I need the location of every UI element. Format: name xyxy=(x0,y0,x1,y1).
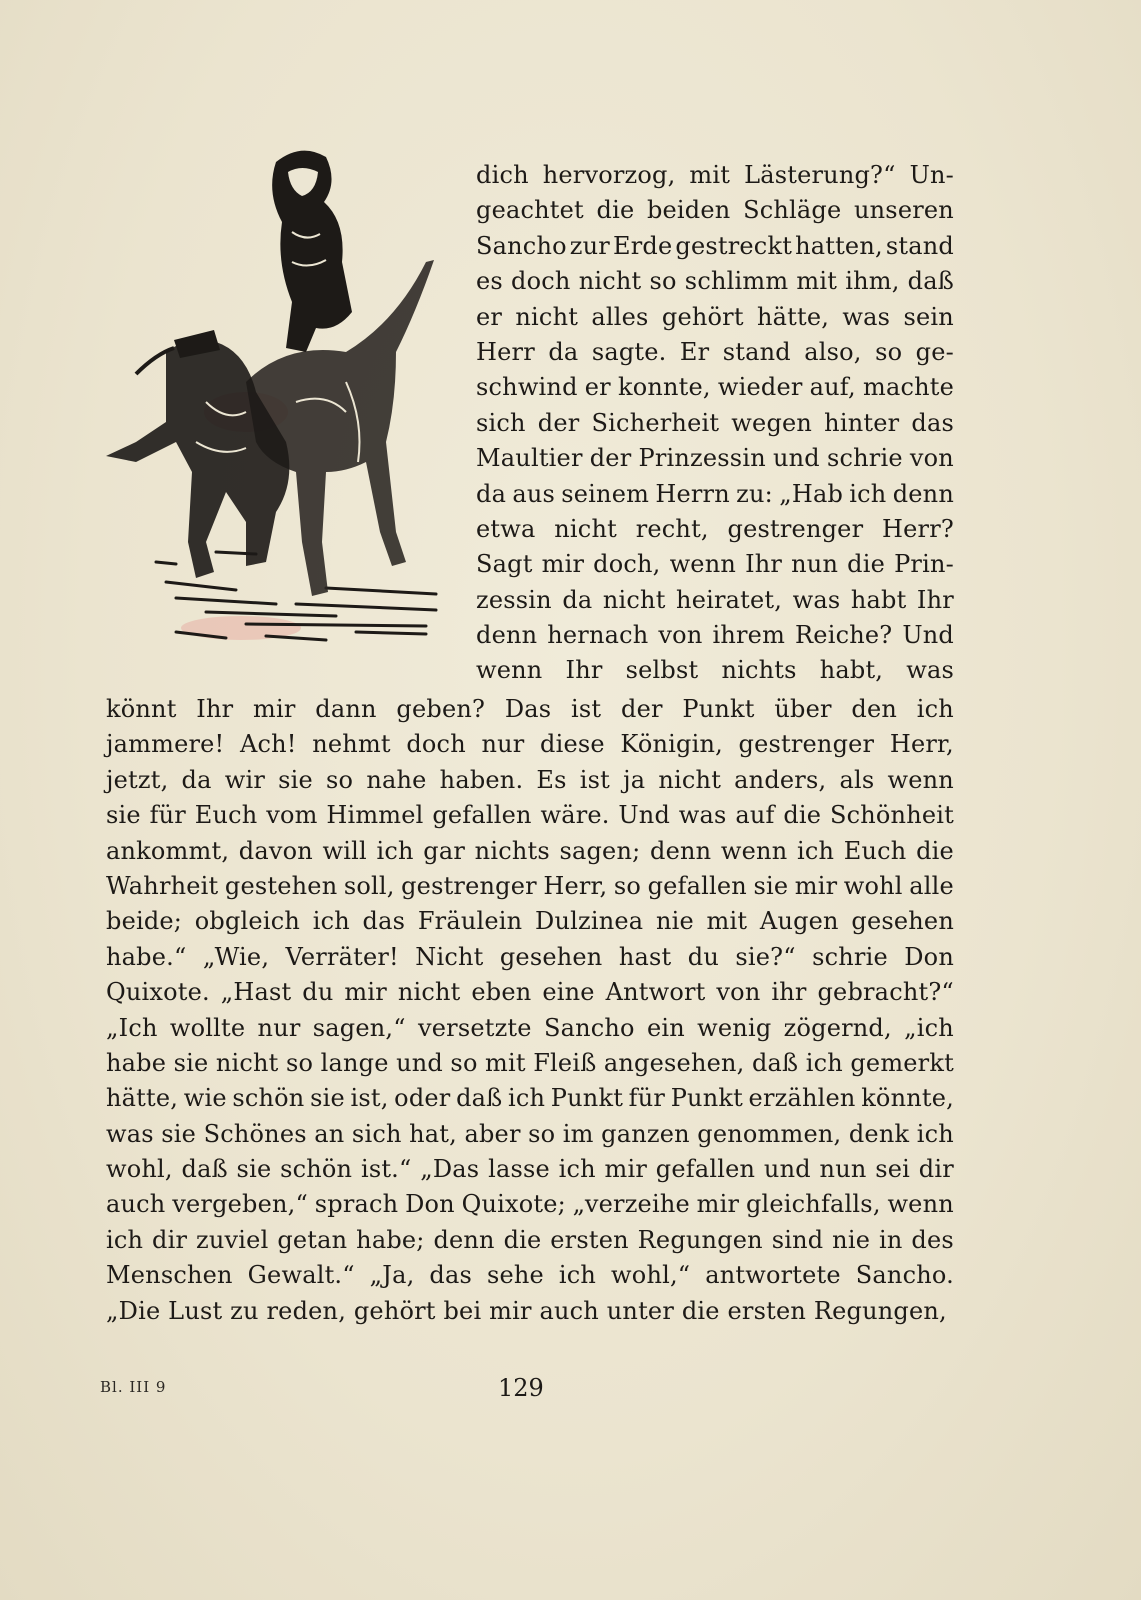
donkey-rider-woodcut-icon xyxy=(96,142,448,664)
text-line: wenn Ihr selbst nichts habt, was xyxy=(476,656,954,685)
text-line: habe sie nicht so lange und so mit Fleiß angesehen, daß ich gemerkt xyxy=(106,1048,954,1077)
text-line: „Die Lust zu reden, gehört bei mir auch unter die ersten Regungen, xyxy=(106,1296,947,1325)
text-line: Herr da sagte. Er stand also, so ge- xyxy=(476,337,954,366)
text-line: etwa nicht recht, gestrenger Herr? xyxy=(476,514,954,543)
text-line: beide; obgleich ich das Fräulein Dulzinea nie mit Augen gesehen xyxy=(106,907,954,936)
text-line: könnt Ihr mir dann geben? Das ist der Punkt über den ich xyxy=(106,695,954,723)
text-line: wohl, daß sie schön ist.“ „Das lasse ich mir gefallen und nun sei dir xyxy=(106,1155,954,1184)
text-line: denn hernach von ihrem Reiche? Und xyxy=(476,621,954,650)
text-line: ankommt, davon will ich gar nichts sagen; denn wenn ich Euch die xyxy=(106,836,954,865)
text-line: Quixote. „Hast du mir nicht eben eine Antwort von ihr gebracht?“ xyxy=(106,978,954,1007)
text-line: ich dir zuviel getan habe; denn die ersten Regungen sind nie in des xyxy=(106,1225,954,1254)
text-line: er nicht alles gehört hätte, was sein xyxy=(476,302,954,331)
text-line: da aus seinem Herrn zu: „Hab ich denn xyxy=(476,479,954,508)
text-line: jammere! Ach! nehmt doch nur diese Königin, gestrenger Herr, xyxy=(106,730,954,759)
text-line: schwind er konnte, wieder auf, machte xyxy=(476,373,954,402)
text-line: Wahrheit gestehen soll, gestrenger Herr, so gefallen sie mir wohl alle xyxy=(106,871,954,900)
text-line: auch vergeben,“ sprach Don Quixote; „verzeihe mir gleichfalls, wenn xyxy=(106,1190,954,1219)
text-line: hätte, wie schön sie ist, oder daß ich Punkt für Punkt erzählen könnte, xyxy=(106,1084,954,1113)
text-line: „Ich wollte nur sagen,“ versetzte Sancho ein wenig zögernd, „ich xyxy=(106,1013,954,1042)
text-line: Sagt mir doch, wenn Ihr nun die Prin- xyxy=(476,550,954,579)
printer-signature: Bl. III 9 xyxy=(100,1378,167,1396)
text-line: was sie Schönes an sich hat, aber so im ganzen genommen, denk ich xyxy=(106,1119,954,1148)
text-line: habe.“ „Wie, Verräter! Nicht gesehen hast du sie?“ schrie Don xyxy=(106,942,954,971)
text-line: zessin da nicht heiratet, was habt Ihr xyxy=(476,585,954,614)
text-line: sie für Euch vom Himmel gefallen wäre. Und was auf die Schönheit xyxy=(106,801,954,830)
text-line: sich der Sicherheit wegen hinter das xyxy=(476,408,954,437)
text-line: jetzt, da wir sie so nahe haben. Es ist ja nicht anders, als wenn xyxy=(106,765,954,794)
text-line: Maultier der Prinzessin und schrie von xyxy=(476,444,954,473)
text-line: es doch nicht so schlimm mit ihm, daß xyxy=(476,267,954,296)
text-line: dich hervorzog, mit Lästerung?“ Un- xyxy=(476,161,954,189)
text-block-full-width xyxy=(106,692,954,1329)
page-number: 129 xyxy=(498,1374,544,1402)
text-line: Sancho zur Erde gestreckt hatten, stand xyxy=(476,231,954,260)
text-line: geachtet die beiden Schläge unseren xyxy=(476,196,954,225)
text-block-beside-illustration xyxy=(476,158,954,689)
text-line: Menschen Gewalt.“ „Ja, das sehe ich wohl,“ antwortete Sancho. xyxy=(106,1261,954,1290)
